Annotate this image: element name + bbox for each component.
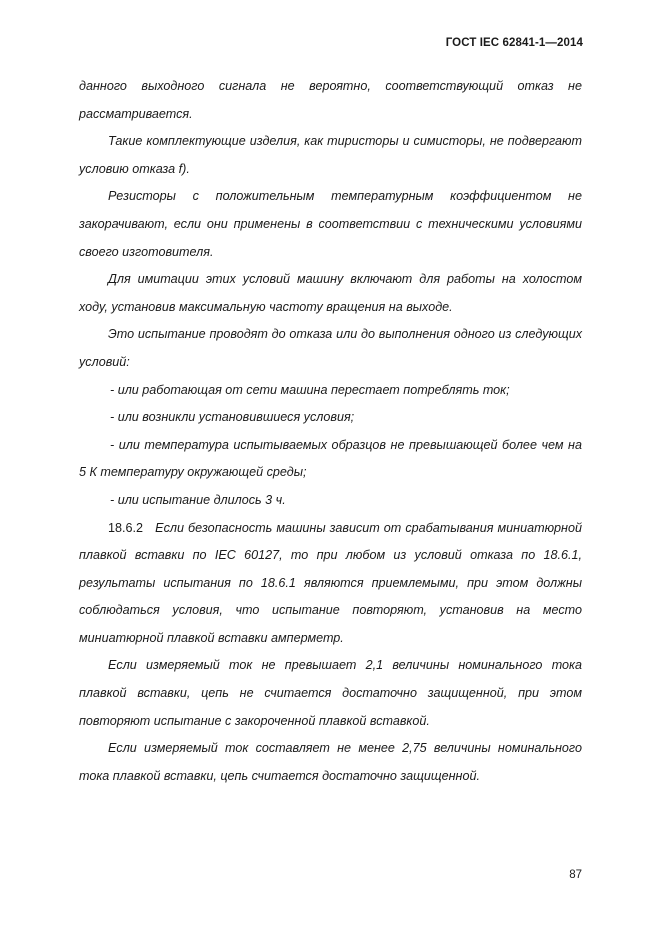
list-item: - или возникли установившиеся условия;: [110, 410, 355, 425]
list-item: - или температура испытываемых образцов не превышающей более чем на 5 К температуру окружающей среды;: [79, 437, 582, 480]
section-number: 18.6.2: [108, 520, 144, 535]
page-number: 87: [569, 869, 582, 881]
list-item: - или работающая от сети машина перестает потреблять ток;: [110, 382, 510, 397]
paragraph: Такие комплектующие изделия, как тиристоры и симисторы, не подвергают условию отказа f).: [79, 134, 582, 176]
document-id: ГОСТ IEC 62841-1—2014: [445, 37, 583, 49]
paragraph: Резисторы с положительным температурным коэффициентом не закорачивают, если они применены в соответствии с техническими условиями своего изготовителя.: [79, 189, 582, 259]
paragraph: Если измеряемый ток составляет не менее 2,75 величины номинального тока плавкой вставки, цепь считается достаточно защищенной.: [79, 741, 582, 783]
paragraph: Если измеряемый ток не превышает 2,1 величины номинального тока плавкой вставки, цепь не считается достаточно защищенной, при этом повторяют испытание с закороченной плавкой вставкой.: [79, 658, 582, 728]
document-header: [446, 37, 583, 49]
list-item: - или испытание длилось 3 ч.: [110, 492, 286, 507]
page-body: [79, 73, 582, 790]
paragraph: Для имитации этих условий машину включают для работы на холостом ходу, установив максимальную частоту вращения на выходе.: [79, 272, 582, 314]
section-paragraph: 18.6.2 Если безопасность машины зависит от срабатывания миниатюрной плавкой вставки по IEC 60127, то при любом из условий отказа по 18.6.1, результаты испытания по 18.6.1 являются приемлемыми, при этом должны соблюдаться условия, что испытание повторяют, установив на место миниатюрной плавкой вставки амперметр.: [79, 520, 582, 645]
paragraph: Это испытание проводят до отказа или до выполнения одного из следующих условий:: [79, 327, 582, 369]
paragraph: данного выходного сигнала не вероятно, соответствующий отказ не рассматривается.: [79, 79, 582, 121]
